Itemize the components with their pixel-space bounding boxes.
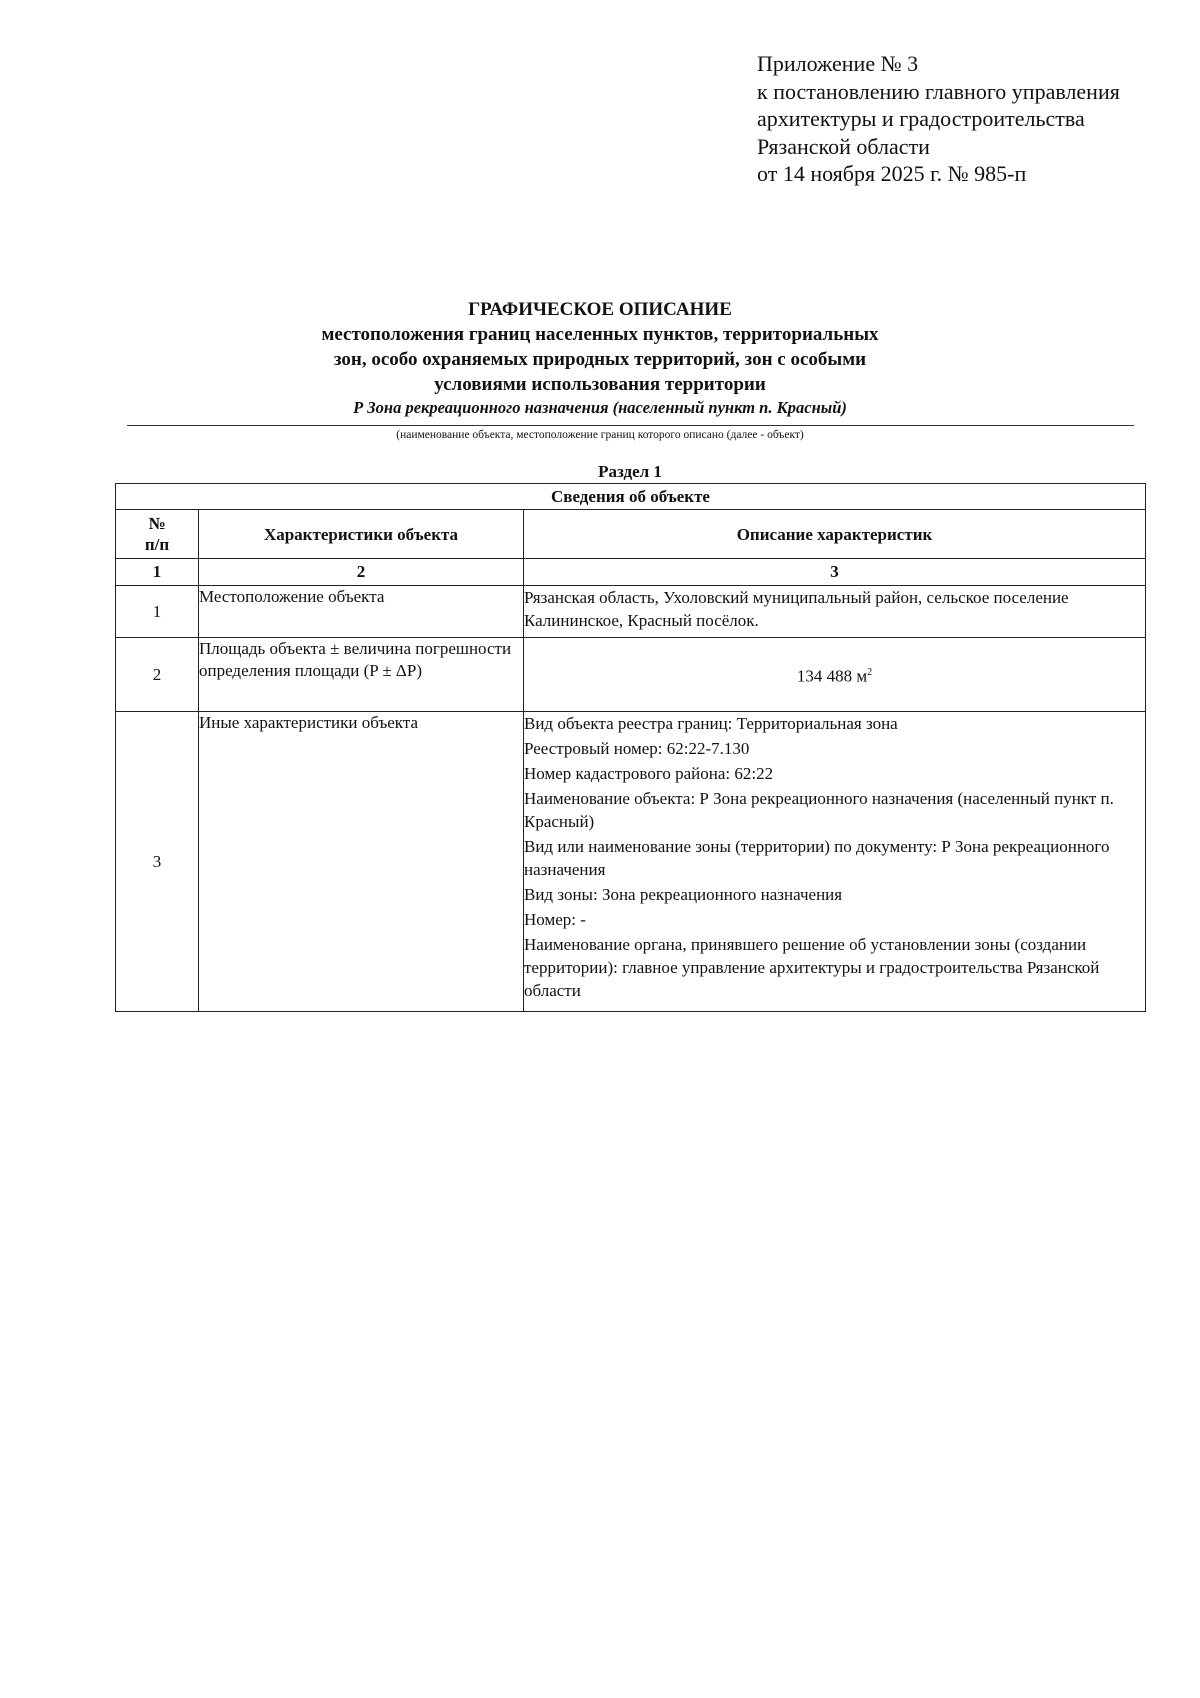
list-item: Наименование объекта: Р Зона рекреационного назначения (населенный пункт п. Красный) bbox=[524, 789, 1114, 831]
row-characteristic: Иные характеристики объекта bbox=[199, 712, 524, 1012]
header-number bbox=[116, 510, 199, 559]
table-row bbox=[116, 638, 1146, 712]
table-row bbox=[116, 712, 1146, 1012]
area-value: 134 488 м bbox=[796, 666, 868, 686]
row-description bbox=[524, 638, 1146, 712]
list-item: Вид или наименование зоны (территории) по документу: Р Зона рекреационного назначения bbox=[524, 837, 1110, 879]
annex-line: архитектуры и градостроительства bbox=[757, 106, 1085, 131]
row-description bbox=[524, 712, 1146, 1012]
row-number: 3 bbox=[116, 712, 199, 1012]
list-item: Реестровый номер: 62:22-7.130 bbox=[524, 739, 750, 758]
document-subtitle-line: условиями использования территории bbox=[434, 374, 766, 395]
row-characteristic: Местоположение объекта bbox=[199, 586, 524, 638]
object-name: Р Зона рекреационного назначения (населенный пункт п. Красный) bbox=[353, 398, 847, 417]
list-item: Номер кадастрового района: 62:22 bbox=[524, 764, 774, 783]
list-item: Вид объекта реестра границ: Территориальная зона bbox=[524, 714, 898, 733]
list-item: Номер: - bbox=[524, 910, 586, 929]
header-characteristics: Характеристики объекта bbox=[199, 510, 524, 559]
header-description: Описание характеристик bbox=[524, 510, 1146, 559]
annex-block bbox=[757, 50, 1120, 188]
object-name-caption: (наименование объекта, местоположение границ которого описано (далее - объект) bbox=[396, 429, 804, 441]
table-caption: Сведения об объекте bbox=[116, 484, 1146, 510]
column-number: 2 bbox=[199, 559, 524, 586]
list-item: Наименование органа, принявшего решение об установлении зоны (создании территории): главное управление архитектуры и градостроительства Рязанской области bbox=[524, 935, 1100, 1000]
object-name-underline bbox=[127, 425, 1134, 426]
header-number-line2: п/п bbox=[144, 535, 170, 554]
table-header-row bbox=[116, 510, 1146, 559]
annex-line: к постановлению главного управления bbox=[757, 78, 1120, 104]
table-caption-row bbox=[116, 484, 1146, 510]
column-number: 1 bbox=[116, 559, 199, 586]
row-description: Рязанская область, Ухоловский муниципальный район, сельское поселение Калининское, Красный посёлок. bbox=[524, 586, 1146, 638]
area-unit-superscript: 2 bbox=[867, 667, 873, 679]
annex-line: от 14 ноября 2025 г. № 985-п bbox=[757, 161, 1027, 186]
column-number-row bbox=[116, 559, 1146, 586]
column-number: 3 bbox=[524, 559, 1146, 586]
object-info-table bbox=[115, 483, 1146, 1012]
list-item: Вид зоны: Зона рекреационного назначения bbox=[524, 885, 843, 904]
document-title: ГРАФИЧЕСКОЕ ОПИСАНИЕ bbox=[468, 299, 732, 320]
row-number: 2 bbox=[116, 638, 199, 712]
header-number-line1: № bbox=[148, 514, 166, 533]
row-number: 1 bbox=[116, 586, 199, 638]
row-characteristic: Площадь объекта ± величина погрешности определения площади (P ± ΔP) bbox=[199, 638, 524, 712]
annex-line: Рязанской области bbox=[757, 133, 930, 159]
document-subtitle-line: зон, особо охраняемых природных территорий, зон с особыми bbox=[333, 349, 867, 370]
section-title: Раздел 1 bbox=[598, 462, 662, 481]
annex-line: Приложение № 3 bbox=[757, 51, 919, 76]
document-title-block bbox=[0, 298, 1200, 418]
document-subtitle-line: местоположения границ населенных пунктов, территориальных bbox=[321, 324, 879, 345]
table-row bbox=[116, 586, 1146, 638]
